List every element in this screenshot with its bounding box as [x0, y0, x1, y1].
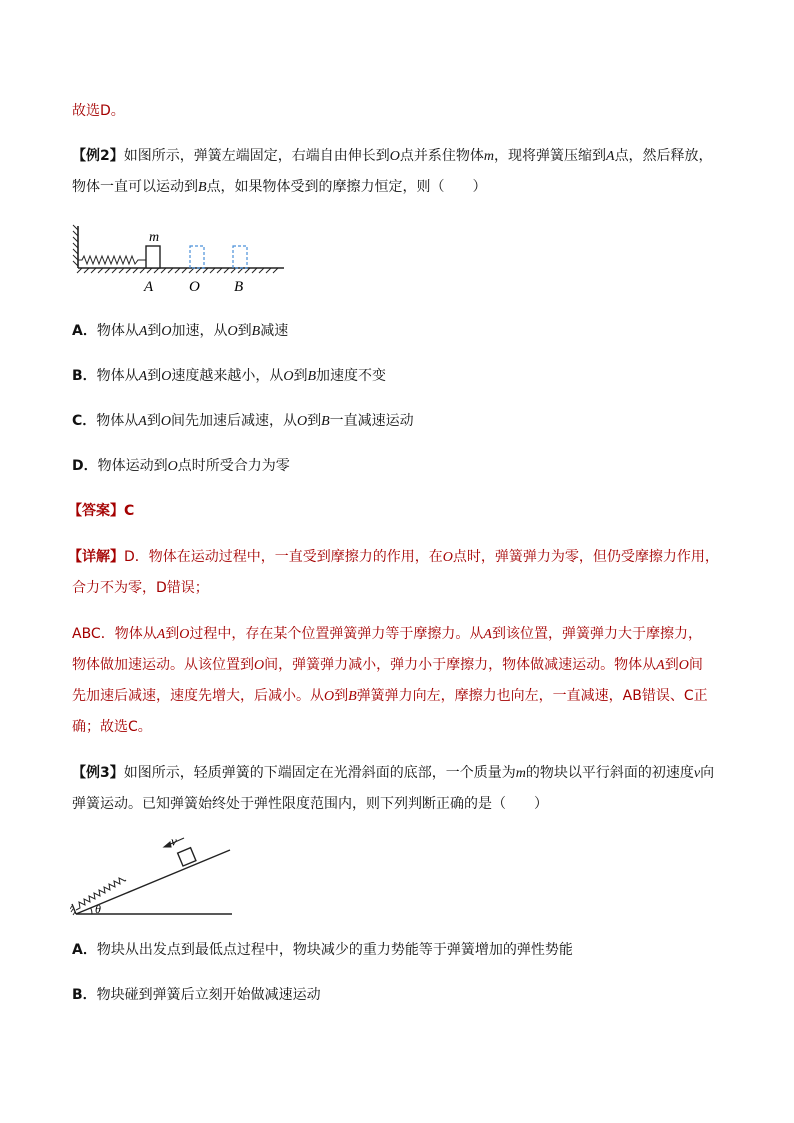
option-text: 到 [293, 368, 308, 384]
stem-text: ，现将弹簧压缩到 [494, 148, 606, 164]
spring [78, 256, 146, 264]
option-text: 间先加速后减速，从 [170, 413, 297, 429]
stem-text: 如图所示，弹簧左端固定，右端自由伸长到 [123, 148, 390, 164]
option-text: 到 [307, 413, 322, 429]
dashed-block-o [190, 246, 204, 268]
detail-text: 到 [334, 688, 349, 704]
point-ref: O [179, 627, 190, 642]
detail-text: 间 [688, 657, 703, 673]
example2-label: 【例2】 [72, 148, 124, 164]
point-ref: O [227, 324, 238, 339]
stem-text: 如图所示，轻质弹簧的下端固定在光滑斜面的底部，一个质量为 [123, 765, 516, 781]
block-m [178, 848, 196, 866]
detail-text: 先加速后减速，速度先增大，后减小。从 [72, 688, 324, 704]
option-letter: A． [72, 323, 97, 339]
dashed-block-b [233, 246, 247, 268]
detail-text: 间，弹簧弹力减小，弹力小于摩擦力，物体做减速运动。物体从 [264, 657, 657, 673]
label-b: B [234, 279, 244, 295]
example3-stem-line1 [72, 763, 714, 784]
point-ref: A [138, 414, 147, 429]
option-letter: A． [72, 942, 97, 958]
point-ref: A [138, 369, 148, 384]
detail-text: 物体做加速运动。从该位置到 [72, 657, 254, 673]
point-ref: O [324, 689, 335, 704]
point-ref: B [348, 689, 357, 704]
spring [76, 878, 126, 910]
option-c [72, 411, 414, 432]
option-a [72, 321, 288, 342]
angle-label: θ [95, 902, 101, 916]
point-b-ref: B [198, 180, 207, 195]
option-text: 到 [146, 413, 161, 429]
stem-text: 点，然后释放， [614, 148, 713, 164]
option-letter: B． [72, 987, 97, 1003]
label-o: O [189, 279, 200, 295]
option-text: 物体从 [96, 368, 139, 384]
option-text: 物体运动到 [97, 458, 168, 474]
detail-text: 到 [664, 657, 679, 673]
option-text: 加速度不变 [316, 368, 387, 384]
point-ref: O [160, 414, 171, 429]
mass-label: m [149, 230, 160, 245]
example2-stem-line2 [72, 177, 487, 198]
detail-text: 过程中，存在某个位置弹簧弹力等于摩擦力。从 [189, 626, 484, 642]
point-ref: A [138, 324, 148, 339]
point-o-ref: O [389, 149, 400, 164]
detail-text: 到 [165, 626, 180, 642]
mass-ref: m [515, 766, 526, 781]
option-text: 减速 [260, 323, 289, 339]
detail-p2-line2 [72, 655, 703, 676]
option-letter: D． [72, 458, 98, 474]
point-ref: O [296, 414, 308, 429]
point-a-ref: A [606, 149, 615, 164]
stem-text: 的物块以平行斜面的初速度 [525, 765, 694, 781]
detail-text: 弹簧弹力向左，摩擦力也向左，一直减速，AB错误、C正 [356, 688, 708, 704]
detail-label: 【详解】 [68, 549, 124, 565]
block-m [146, 246, 160, 268]
stem-text: 点并系住物体 [399, 148, 484, 164]
option-text: 到 [147, 323, 162, 339]
point-ref: O [167, 459, 178, 474]
option-text: 到 [237, 323, 252, 339]
option-text: 速度越来越小，从 [171, 368, 284, 384]
point-ref: O [254, 658, 265, 673]
detail-p1-line1 [68, 547, 719, 568]
spring-incline-figure [70, 836, 236, 920]
option-d [72, 456, 290, 477]
ex3-option-b [72, 985, 321, 1005]
stem-text: 向 [700, 765, 715, 781]
previous-conclusion: 故选D。 [72, 103, 125, 119]
spring-horizontal-figure [70, 222, 292, 298]
mass-ref: m [483, 149, 494, 164]
option-text: 点时所受合力为零 [177, 458, 290, 474]
point-ref: O [678, 658, 689, 673]
answer-value: C [124, 503, 135, 519]
option-text: 物块从出发点到最低点过程中，物块减少的重力势能等于弹簧增加的弹性势能 [96, 942, 573, 958]
option-b [72, 366, 386, 387]
example3-stem-line2: 弹簧运动。已知弹簧始终处于弹性限度范围内，则下列判断正确的是（ ） [72, 796, 548, 812]
example3-label: 【例3】 [72, 765, 124, 781]
detail-p2-line3 [72, 686, 708, 707]
option-text: 物块碰到弹簧后立刻开始做减速运动 [96, 987, 321, 1003]
detail-text: 点时，弹簧弹力为零，但仍受摩擦力作用， [452, 549, 719, 565]
point-ref: B [321, 414, 330, 429]
point-ref: O [161, 369, 172, 384]
point-ref: O [161, 324, 172, 339]
stem-text: 点，如果物体受到的摩擦力恒定，则（ ） [206, 179, 487, 195]
example2-stem-line1 [72, 146, 713, 167]
velocity-label: v [171, 836, 177, 849]
velocity-ref: v [693, 766, 701, 781]
option-text: 一直减速运动 [329, 413, 414, 429]
point-ref: B [307, 369, 317, 384]
point-ref: A [156, 627, 166, 642]
angle-arc [91, 908, 92, 914]
answer-label: 【答案】 [68, 503, 124, 519]
option-text: 物体从 [96, 413, 139, 429]
point-ref: B [251, 324, 261, 339]
option-letter: C． [72, 413, 97, 429]
point-ref: A [656, 658, 665, 673]
option-text: 物体从 [96, 323, 139, 339]
detail-p1-line2: 合力不为零，D错误； [72, 580, 209, 596]
detail-text: ABC．物体从 [72, 626, 157, 642]
stem-text: 物体一直可以运动到 [72, 179, 198, 195]
ex3-option-a [72, 940, 573, 960]
point-ref: O [442, 550, 453, 565]
option-text: 加速，从 [171, 323, 228, 339]
detail-text: D．物体在运动过程中，一直受到摩擦力的作用，在 [124, 549, 443, 565]
option-letter: B． [72, 368, 97, 384]
point-ref: O [283, 369, 294, 384]
detail-p2-line4: 确；故选C。 [72, 719, 152, 735]
detail-text: 到该位置，弹簧弹力大于摩擦力， [491, 626, 702, 642]
answer-line [68, 501, 134, 521]
detail-p2-line1 [72, 624, 702, 645]
point-ref: A [483, 627, 492, 642]
label-a: A [144, 279, 154, 295]
option-text: 到 [147, 368, 162, 384]
